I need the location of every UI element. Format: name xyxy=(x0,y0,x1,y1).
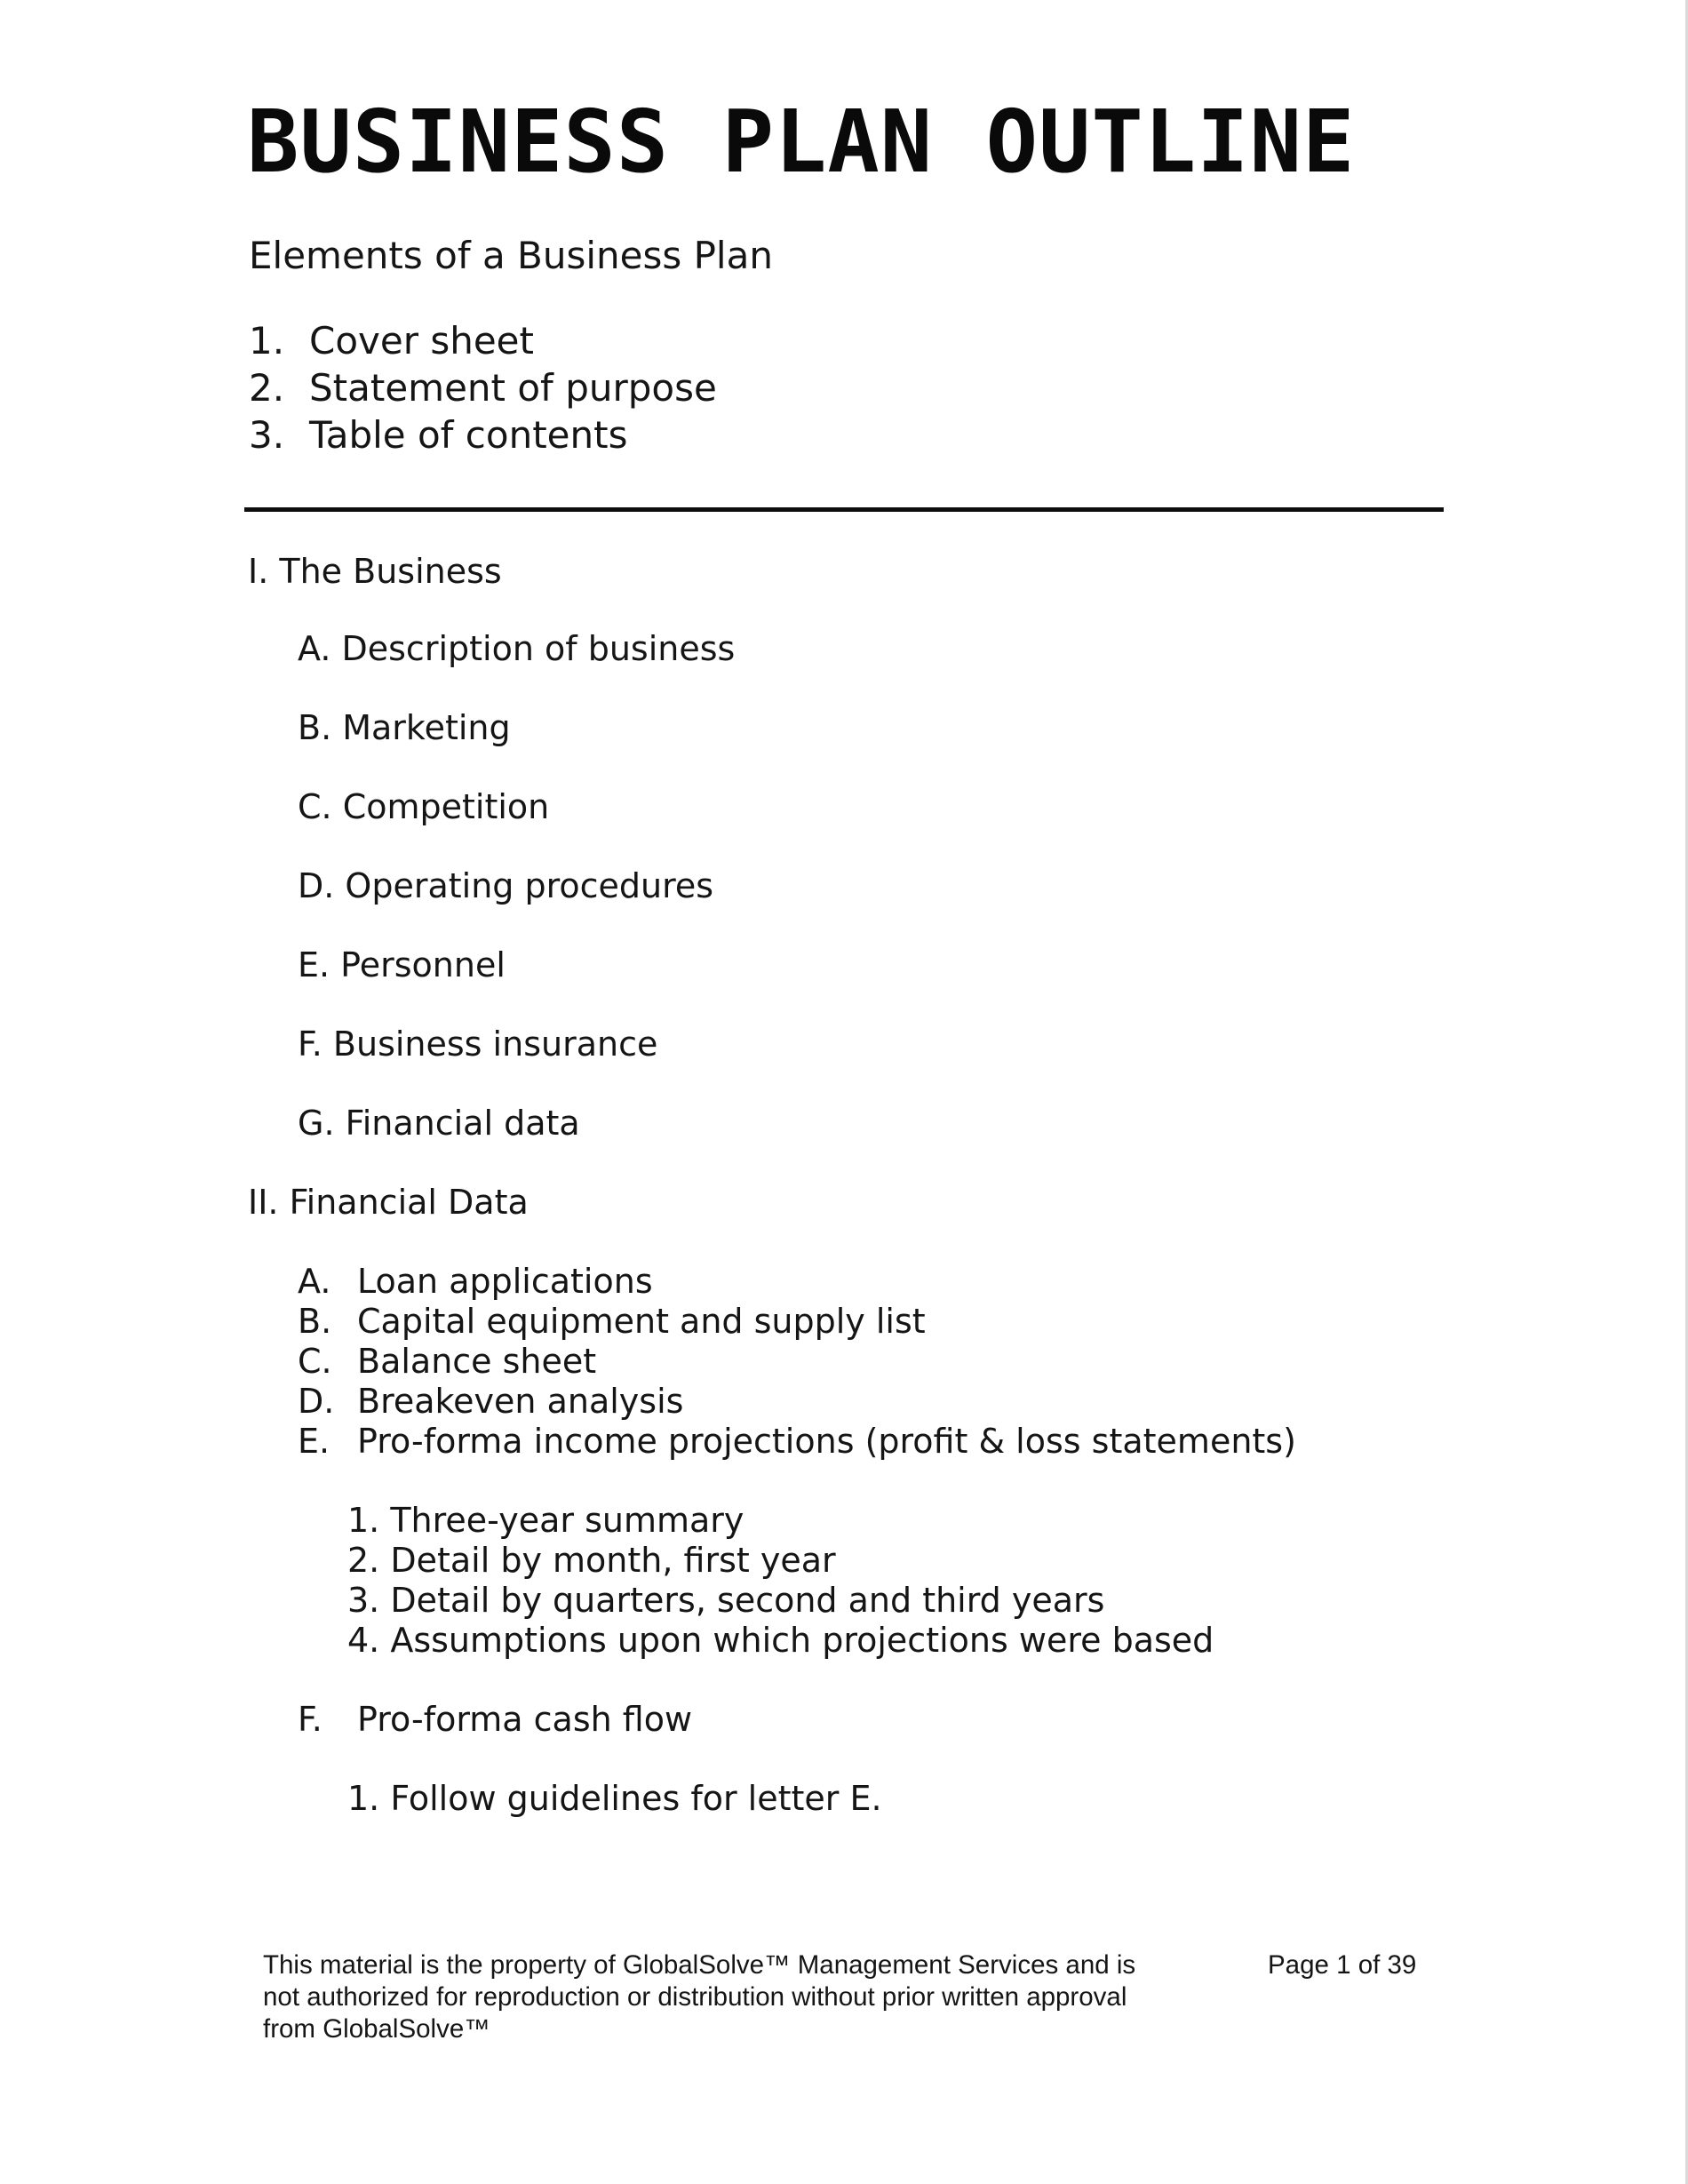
financial-item-text: Loan applications xyxy=(357,1262,653,1301)
financial-item-letter: E. xyxy=(298,1422,330,1461)
financial-item xyxy=(298,1301,926,1342)
elements-item-text: Statement of purpose xyxy=(309,366,717,410)
financial-item-text: Pro-forma cash flow xyxy=(357,1700,693,1739)
section-heading-financial-data: II. Financial Data xyxy=(248,1183,529,1222)
section-divider xyxy=(244,507,1444,512)
financial-item-text: Capital equipment and supply list xyxy=(357,1302,926,1341)
footer-notice-line: from GlobalSolve™ xyxy=(263,2014,490,2044)
elements-item-number: 3. xyxy=(249,413,285,457)
business-item: D. Operating procedures xyxy=(298,866,714,905)
footer-notice-line: This material is the property of GlobalSolve™ Management Services and is xyxy=(263,1950,1136,1980)
elements-item xyxy=(249,412,627,458)
cash-flow-subitem: 1. Follow guidelines for letter E. xyxy=(347,1779,882,1818)
financial-item xyxy=(298,1699,692,1740)
projection-subitem: 4. Assumptions upon which projections were based xyxy=(347,1621,1214,1660)
elements-item-text: Table of contents xyxy=(309,413,628,457)
footer-copyright-notice xyxy=(263,1949,1231,2045)
financial-item-letter: F. xyxy=(298,1700,322,1739)
projection-subitem: 1. Three-year summary xyxy=(347,1501,744,1540)
financial-item-letter: C. xyxy=(298,1342,332,1381)
financial-item-letter: A. xyxy=(298,1262,331,1301)
elements-item xyxy=(249,365,717,411)
financial-item-text: Balance sheet xyxy=(357,1342,597,1381)
financial-item xyxy=(298,1421,1296,1462)
elements-item-number: 1. xyxy=(249,319,285,363)
page-number: Page 1 of 39 xyxy=(1268,1950,1417,1980)
financial-item-text: Breakeven analysis xyxy=(357,1382,684,1421)
financial-item xyxy=(298,1341,596,1382)
financial-item-letter: D. xyxy=(298,1382,335,1421)
financial-item xyxy=(298,1381,683,1422)
projection-subitem: 3. Detail by quarters, second and third years xyxy=(347,1581,1105,1620)
financial-item-text: Pro-forma income projections (profit & loss statements) xyxy=(357,1422,1296,1461)
document-title: BUSINESS PLAN OUTLINE xyxy=(247,92,1356,192)
financial-item xyxy=(298,1261,653,1302)
footer-notice-line: not authorized for reproduction or distribution without prior written approval xyxy=(263,1982,1127,2012)
financial-item-letter: B. xyxy=(298,1302,332,1341)
business-item: E. Personnel xyxy=(298,945,506,984)
projection-subitem: 2. Detail by month, first year xyxy=(347,1541,836,1580)
business-item: B. Marketing xyxy=(298,708,511,747)
business-item: F. Business insurance xyxy=(298,1024,658,1064)
document-subtitle: Elements of a Business Plan xyxy=(249,234,773,277)
business-item: G. Financial data xyxy=(298,1104,580,1143)
elements-item-number: 2. xyxy=(249,366,285,410)
business-item: A. Description of business xyxy=(298,629,736,668)
elements-item-text: Cover sheet xyxy=(309,319,534,363)
section-heading-business: I. The Business xyxy=(248,552,502,591)
business-item: C. Competition xyxy=(298,787,550,826)
elements-item xyxy=(249,318,534,364)
